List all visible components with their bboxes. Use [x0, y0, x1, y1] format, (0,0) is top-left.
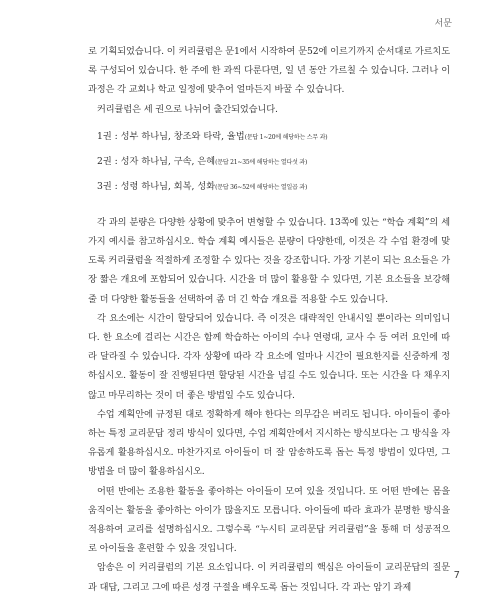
volume-note: (문답 21~35에 해당하는 열다섯 과) [215, 158, 308, 166]
running-header: 서문 [434, 19, 452, 29]
volume-note: (문답 36~52에 해당하는 열일곱 과) [215, 183, 308, 191]
paragraph: 어떤 반에는 조용한 활동을 좋아하는 아이들이 모여 있을 것입니다. 또 어떤 반에는 몸을 움직이는 활동을 좋아하는 아이가 많을지도 모릅니다. 아이들에 따라 효과가 분명한 방식을 적용하여 교리를 설명하십시오. 그렇수록 “누시티 교리문답 커리큘럼”을 통해 더 성공적으로 아이들을 훈련할 수 있을 것입니다. [88, 485, 450, 555]
paragraph: 커리큘럼은 세 권으로 나뉘어 출간되었습니다. [97, 103, 278, 115]
paragraph: 각 요소에는 시간이 할당되어 있습니다. 즉 이것은 대략적인 안내시일 뿐이라는 의미입니다. 한 요소에 걸리는 시간은 함께 학습하는 아이의 수나 연령대, 교사 수 등 여러 요인에 따라 달라질 수 있습니다. 각자 상황에 따라 각 요소에 얼마나 시간이 필요한지를 신중하게 정하십시오. 활동이 잘 진행된다면 할당된 시간을 넘길 수도 있습니다. 또는 시간을 다 채우지 않고 마무리하는 것이 더 좋은 방법일 수도 있습니다. [88, 312, 450, 401]
volume-title: 2권 : 성자 하나님, 구속, 은혜 [97, 155, 216, 167]
volume-item [97, 125, 450, 150]
paragraph: 암송은 이 커리큘럼의 기본 요소입니다. 이 커리큘럼의 핵심은 아이들이 교리문답의 질문과 대답, 그리고 그에 따른 성경 구절을 배우도록 돕는 것입니다. 각 과는 암기 과제 [88, 562, 450, 593]
volume-item [97, 150, 450, 175]
page-number: 7 [453, 570, 460, 581]
volume-list [88, 125, 450, 200]
paragraph: 수업 계획안에 규정된 대로 정확하게 해야 한다는 의무감은 버리도 됩니다. 아이들이 좋아하는 특정 교리문답 정리 방식이 있다면, 수업 계획안에서 지시하는 방식보다는 그 방식을 자유롭게 활용하십시오. 마찬가지로 아이들이 더 잘 암송하도록 돕는 특정 방법이 있다면, 그 방법을 더 많이 활용하십시오. [88, 408, 450, 478]
volume-item [97, 175, 450, 200]
volume-title: 3권 : 성령 하나님, 회복, 성화 [97, 180, 216, 192]
paragraph: 로 기획되었습니다. 이 커리큘럼은 문1에서 시작하여 문52에 이르기까지 순서대로 가르치도록 구성되어 있습니다. 한 주에 한 과씩 다룬다면, 일 년 동안 가르칠 수 있습니다. 그러나 이 과정은 각 교회나 학교 일정에 맞추어 얼마든지 바꿀 수 있습니다. [88, 46, 450, 96]
paragraph: 각 과의 분량은 다양한 상황에 맞추어 변형할 수 있습니다. 13쪽에 있는 “학습 계획”의 세 가지 예시를 참고하십시오. 학습 계획 예시들은 분량이 다양한데, 이것은 각 수업 환경에 맞도록 커리큘럼을 적절하게 조정할 수 있다는 것을 강조합니다. 가장 기본이 되는 요소들은 가장 짧은 개요에 포함되어 있습니다. 시간을 더 많이 활용할 수 있다면, 기본 요소들을 보강해 줄 더 다양한 활동들을 선택하여 좀 더 긴 학습 개요를 적용할 수도 있습니다. [88, 216, 450, 305]
volume-note: (문답 1~20에 해당하는 스무 과) [244, 133, 328, 141]
body-text [88, 42, 450, 597]
volume-title: 1권 : 성부 하나님, 창조와 타락, 율법 [97, 130, 245, 142]
